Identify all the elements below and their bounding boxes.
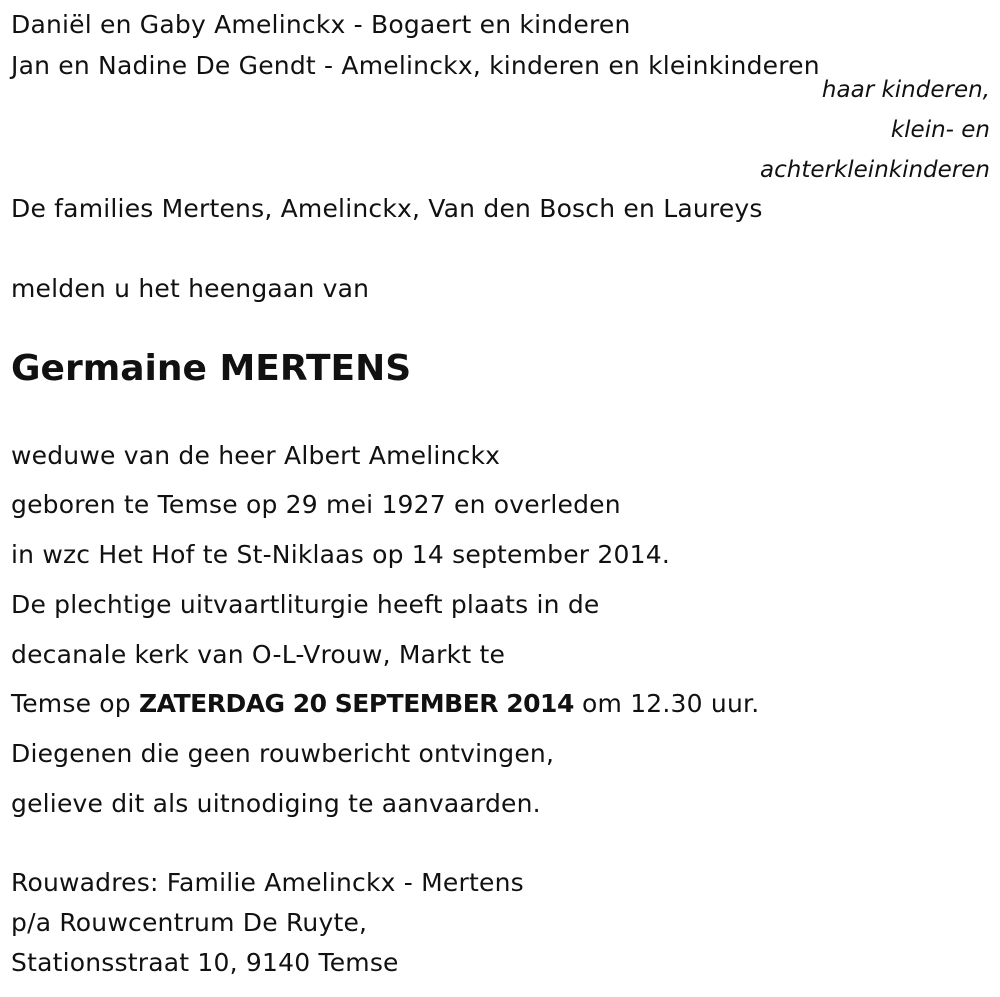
- descendants-line-1: haar kinderen,: [821, 77, 990, 103]
- detail-line-4: De plechtige uitvaartliturgie heeft plaats in de: [11, 590, 600, 619]
- detail-line-7: Diegenen die geen rouwbericht ontvingen,: [11, 739, 555, 768]
- descendants-line-2: klein- en: [890, 117, 990, 143]
- detail-line-6-suffix: om 12.30 uur.: [573, 689, 760, 718]
- announcement-text: melden u het heengaan van: [11, 274, 370, 303]
- address-line-2: p/a Rouwcentrum De Ruyte,: [11, 908, 368, 937]
- detail-line-1: weduwe van de heer Albert Amelinckx: [11, 441, 501, 470]
- detail-line-3: in wzc Het Hof te St-Niklaas op 14 september 2014.: [11, 540, 670, 569]
- detail-line-8: gelieve dit als uitnodiging te aanvaarden.: [11, 789, 541, 818]
- detail-line-6: [11, 689, 759, 719]
- family-line-3: De families Mertens, Amelinckx, Van den Bosch en Laureys: [11, 194, 763, 223]
- detail-line-6-prefix: Temse op: [11, 689, 140, 718]
- family-line-2: Jan en Nadine De Gendt - Amelinckx, kinderen en kleinkinderen: [11, 51, 820, 80]
- detail-line-2: geboren te Temse op 29 mei 1927 en overleden: [11, 490, 621, 519]
- family-line-1: Daniël en Gaby Amelinckx - Bogaert en kinderen: [11, 10, 631, 39]
- deceased-name: Germaine MERTENS: [11, 348, 412, 389]
- address-line-1: Rouwadres: Familie Amelinckx - Mertens: [11, 868, 524, 897]
- funeral-date: ZATERDAG 20 SEPTEMBER 2014: [139, 689, 574, 718]
- detail-line-5: decanale kerk van O-L-Vrouw, Markt te: [11, 640, 506, 669]
- address-line-3: Stationsstraat 10, 9140 Temse: [11, 948, 399, 977]
- descendants-line-3: achterkleinkinderen: [760, 157, 990, 183]
